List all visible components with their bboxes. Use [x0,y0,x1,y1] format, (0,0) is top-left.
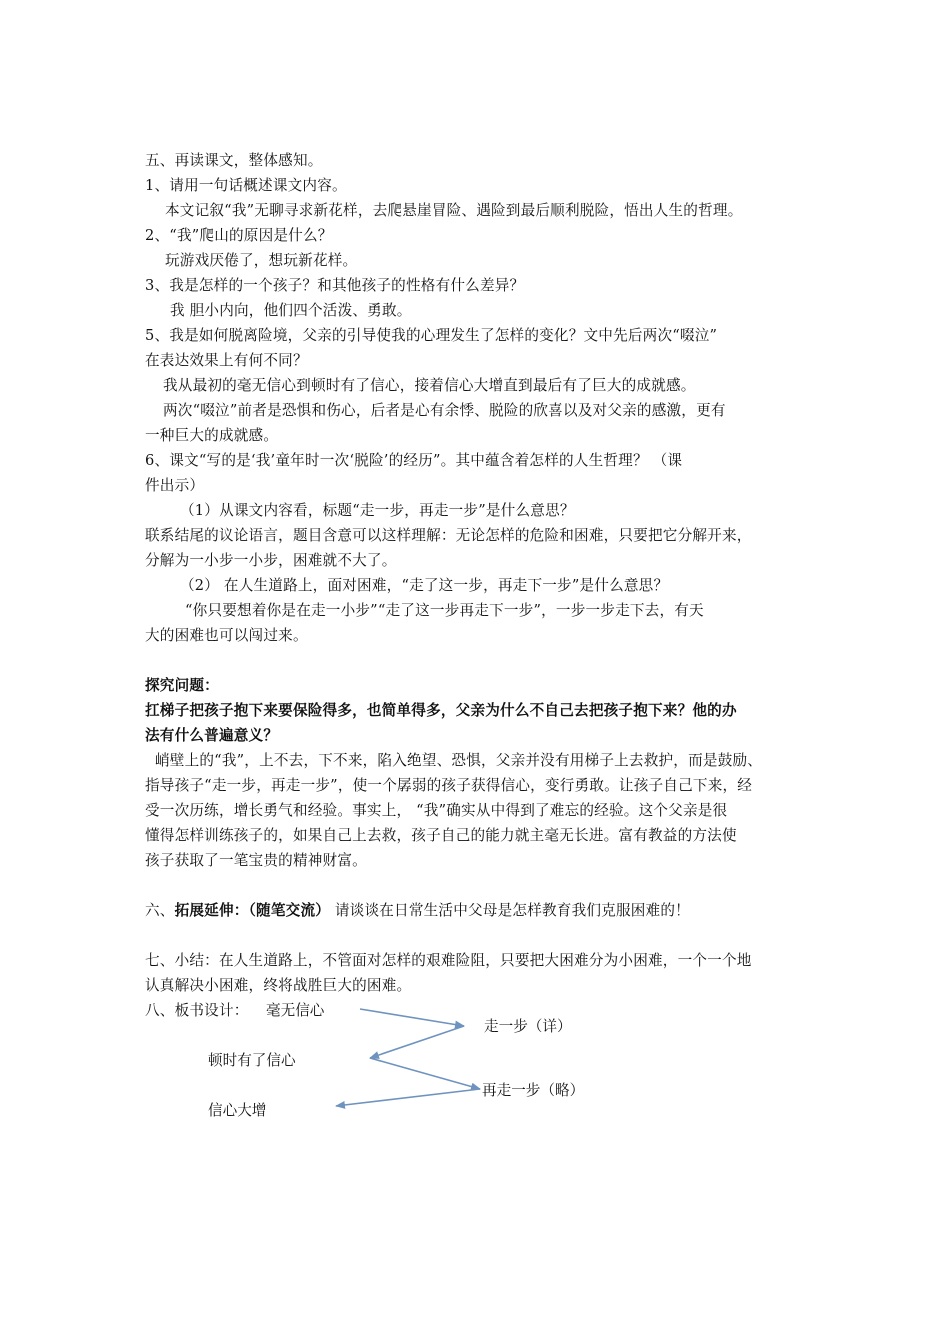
inquiry-question-line2: 法有什么普遍意义？ [145,727,279,744]
answer-1: 本文记叙“我”无聊寻求新花样，去爬悬崖冒险、遇险到最后顺利脱险，悟出人生的哲理。 [165,202,743,219]
section6-prefix: 六、 [145,902,175,919]
answer-5-part2-line2: 一种巨大的成就感。 [145,427,279,444]
question-5-line1: 5、我是如何脱离险境，父亲的引导使我的心理发生了怎样的变化？文中先后两次“啜泣” [145,327,718,344]
question-6-sub2: （2） 在人生道路上，面对困难，“走了这一步，再走下一步”是什么意思？ [180,577,669,594]
inquiry-answer-line1: 峭壁上的“我”，上不去，下不来，陷入绝望、恐惧，父亲并没有用梯子上去救护，而是鼓励、 [155,752,763,769]
question-6-line1: 6、课文“写的是‘我’童年时一次‘脱险’的经历”。其中蕴含着怎样的人生哲理？ （课 [145,452,683,469]
board-node-next-step: 再走一步（略） [482,1082,585,1099]
question-3: 3、我是怎样的一个孩子？和其他孩子的性格有什么差异？ [145,277,525,294]
answer-5-part2-line1: 两次“啜泣”前者是恐惧和伤心，后者是心有余悸、脱险的欣喜以及对父亲的感激，更有 [163,402,726,419]
board-node-first-step: 走一步（详） [484,1018,572,1035]
question-6-line2: 件出示） [145,477,205,494]
question-6-answer2-line2: 大的困难也可以闯过来。 [145,627,308,644]
arrow-first-step-to-sudden-confidence [370,1026,464,1058]
section6-bold-heading: 拓展延伸：（随笔交流） [174,902,331,919]
board-node-no-confidence: 毫无信心 [266,1002,325,1019]
inquiry-title: 探究问题： [145,677,219,694]
section6-text: 请谈谈在日常生活中父母是怎样教育我们克服困难的！ [330,902,690,919]
question-6-answer1-line1: 联系结尾的议论语言，题目含意可以这样理解：无论怎样的危险和困难，只要把它分解开来， [145,527,752,544]
inquiry-question-line1: 扛梯子把孩子抱下来要保险得多，也简单得多，父亲为什么不自己去把孩子抱下来？他的办 [145,702,737,719]
board-design-label: 八、板书设计： [145,1002,249,1019]
answer-3: 我 胆小内向，他们四个活泼、勇敢。 [170,302,412,319]
arrow-no-confidence-to-first-step [360,1009,464,1026]
question-6-answer1-line2: 分解为一小步一小步，困难就不大了。 [145,552,397,569]
board-node-sudden-confidence: 顿时有了信心 [208,1052,296,1069]
arrow-next-step-to-confidence-grows [336,1089,480,1106]
arrow-sudden-confidence-to-next-step [370,1058,480,1089]
question-6-answer2-line1: “你只要想着你是在走一小步”“走了这一步再走下一步”，一步一步走下去，有天 [185,602,704,619]
inquiry-answer-line5: 孩子获取了一笔宝贵的精神财富。 [145,852,367,869]
question-2: 2、“我”爬山的原因是什么？ [145,227,333,244]
inquiry-answer-line3: 受一次历练，增长勇气和经验。事实上， “我”确实从中得到了难忘的经验。这个父亲是很 [145,802,728,819]
inquiry-answer-line4: 懂得怎样训练孩子的，如果自己上去救，孩子自己的能力就主毫无长进。富有教益的方法使 [145,827,737,844]
answer-5-part1: 我从最初的毫无信心到顿时有了信心，接着信心大增直到最后有了巨大的成就感。 [163,377,696,394]
inquiry-answer-line2: 指导孩子“走一步，再走一步”，使一个孱弱的孩子获得信心，变行勇敢。让孩子自己下来，经 [145,777,753,794]
section7-line2: 认真解决小困难，终将战胜巨大的困难。 [145,977,412,994]
section7-line1: 七、小结：在人生道路上，不管面对怎样的艰难险阻，只要把大困难分为小困难，一个一个地 [145,952,752,969]
board-node-confidence-grows: 信心大增 [208,1102,267,1119]
question-1: 1、请用一句话概述课文内容。 [145,177,347,194]
question-6-sub1: （1）从课文内容看，标题“走一步，再走一步”是什么意思？ [180,502,575,519]
answer-2: 玩游戏厌倦了，想玩新花样。 [165,252,358,269]
section5-heading: 五、再读课文，整体感知。 [145,152,323,169]
question-5-line2: 在表达效果上有何不同？ [145,352,308,369]
